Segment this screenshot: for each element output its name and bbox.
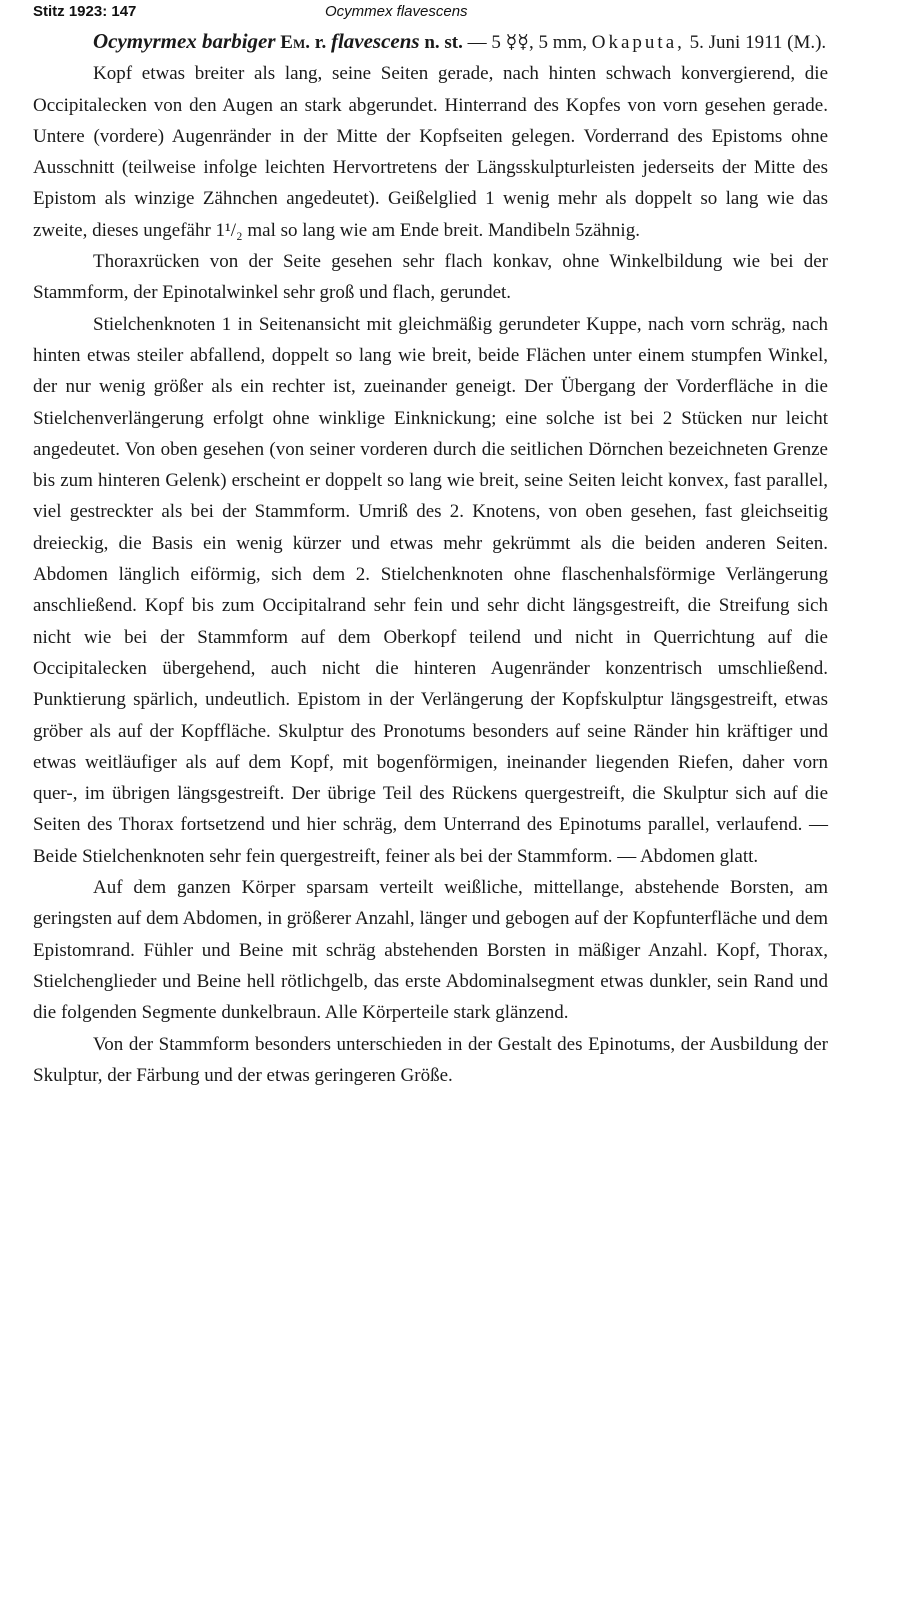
- paragraph-pilosity-color: Auf dem ganzen Körper sparsam verteilt weißliche, mittellange, abstehende Borsten, am geringsten auf dem Abdomen, in größerer Anzahl, länger und gebogen auf der Kopfunterfläche und dem Epistomrand. Fühler und Beine mit schräg abstehenden Borsten in mäßiger Anzahl. Kopf, Thorax, Stielchenglieder und Beine hell rötlichgelb, das erste Abdominalsegment etwas dunkler, sein Rand und die folgenden Segmente dunkelbraun. Alle Körperteile stark glänzend.: [33, 877, 828, 1024]
- collection-date: 5. Juni 1911 (M.).: [689, 32, 827, 53]
- type-locality: Okaputa,: [591, 32, 685, 53]
- header-taxon: Ocymmex flavescens: [325, 3, 468, 20]
- page-header: [33, 3, 873, 23]
- material-examined: 5 ☿☿, 5 mm,: [491, 32, 588, 53]
- entry-dash: —: [467, 32, 487, 53]
- article-body: [33, 26, 828, 1091]
- paragraph-diagnosis: Von der Stammform besonders unterschieden in der Gestalt des Epinotums, der Ausbildung der Skulptur, der Färbung und der etwas geringeren Größe.: [33, 1033, 828, 1086]
- species-entry: [33, 26, 828, 58]
- species-name: Ocymyrmex barbiger: [93, 29, 276, 53]
- paragraph-thorax: Thoraxrücken von der Seite gesehen sehr flach konkav, ohne Winkelbildung wie bei der Stammform, der Epinotalwinkel sehr groß und flach, gerundet.: [33, 251, 828, 304]
- header-citation: Stitz 1923: 147: [33, 3, 137, 20]
- paragraph-petiole-sculpture: Stielchenknoten 1 in Seitenansicht mit gleichmäßig gerundeter Kuppe, nach vorn schräg, nach hinten etwas steiler abfallend, doppelt so lang wie breit, beide Flächen unter einem stumpfen Winkel, der nur wenig größer als ein rechter ist, zueinander geneigt. Der Übergang der Vorderfläche in die Stielchenverlängerung erfolgt ohne winklige Einknickung; eine solche ist bei 2 Stücken nur leicht angedeutet. Von oben gesehen (von seiner vorderen durch die seitlichen Dörnchen bezeichneten Grenze bis zum hinteren Gelenk) erscheint er doppelt so lang wie breit, seine Seiten leicht konvex, fast parallel, viel gestreckter als bei der Stammform. Umriß des 2. Knotens, von oben gesehen, fast gleichseitig dreieckig, die Basis ein wenig kürzer und etwas mehr gekrümmt als die beiden anderen Seiten. Abdomen länglich eiförmig, sich dem 2. Stielchenknoten ohne flaschenhalsförmige Verlängerung anschließend. Kopf bis zum Occipitalrand sehr fein und sehr dicht längsgestreift, die Streifung sich nicht wie bei der Stammform auf dem Oberkopf teilend und nicht in Querrichtung auf die Occipitalecken übergehend, auch nicht die hinteren Augenränder konzentrisch umschließend. Punktierung spärlich, undeutlich. Epistom in der Verlängerung der Kopfskulptur längsgestreift, etwas gröber als auf der Kopffläche. Skulptur des Pronotums besonders auf seine Ränder hin kräftiger und etwas weitläufiger als auf dem Kopf, mit bogenförmigen, ineinander liegenden Riefen, daher vorn quer-, im übrigen längsgestreift. Der übrige Teil des Rückens quergestreift, die Skulptur sich auf die Seiten des Thorax fortsetzend und hier schräg, dem Unterrand des Epinotums parallel, verlaufend. — Beide Stielchenknoten sehr fein quergestreift, feiner als bei der Stammform. — Abdomen glatt.: [33, 313, 828, 867]
- taxon-rank: r.: [314, 32, 327, 53]
- taxon-status: n. st.: [424, 32, 463, 53]
- paragraph-head: Kopf etwas breiter als lang, seine Seiten gerade, nach hinten schwach konvergierend, die Occipitalecken von den Augen an stark abgerundet. Hinterrand des Kopfes von vorn gesehen gerade. Untere (vordere) Augenränder in der Mitte der Kopfseiten gelegen. Vorderrand des Epistoms ohne Ausschnitt (teilweise infolge leichten Hervortretens der Längsskulpturleisten jederseits der Mitte des Epistom als winzige Zähnchen angedeutet). Geißelglied 1 wenig mehr als doppelt so lang wie das zweite, dieses ungefähr 1¹/₂ mal so lang wie am Ende breit. Mandibeln 5zähnig.: [33, 63, 828, 241]
- species-author: Em.: [280, 32, 310, 53]
- variety-name: flavescens: [330, 29, 420, 53]
